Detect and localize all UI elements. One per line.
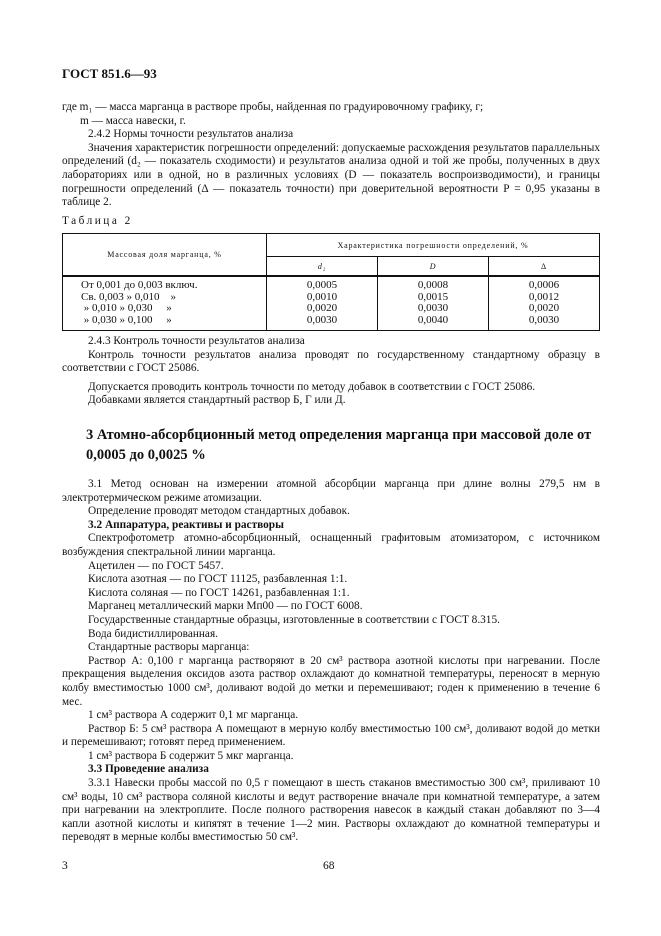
paragraph: Государственные стандартные образцы, изготовленные в соответствии с ГОСТ 8.315. <box>88 613 500 626</box>
top-text <box>62 101 600 228</box>
paragraph: Раствор А: 0,100 г марганца растворяют в 20 см³ раствора азотной кислоты при нагревании. После прекращения выделения оксидов азота раствор охлаждают до комнатной температуры, переносят в мерную колбу вместимостью 1000 см³, доливают водой до метки и перемешивают; годен к применению в течение 6 мес. <box>62 654 600 708</box>
table-body <box>63 276 600 331</box>
table-cell: 0,0020 <box>528 302 560 314</box>
table-cell: » 0,030 » 0,100 » <box>81 313 172 326</box>
col-header-d2: d₂ <box>267 257 378 277</box>
table-cell: 0,0006 <box>528 279 560 291</box>
table-cell: » 0,010 » 0,030 » <box>81 302 172 314</box>
table-cell: 0,0040 <box>417 313 449 326</box>
paragraph: Кислота азотная — по ГОСТ 11125, разбавленная 1:1. <box>88 573 348 586</box>
table-cell: 0,0012 <box>528 290 560 303</box>
paragraph: 2.4.3 Контроль точности результатов анализа <box>88 335 305 347</box>
paragraph: 3.3 Проведение анализа <box>88 763 209 776</box>
col-group-header: Характеристика погрешности определений, % <box>267 234 600 257</box>
table-cell: От 0,001 до 0,003 включ. <box>81 279 198 291</box>
col-header-delta: Δ <box>488 257 599 277</box>
section-heading: 3 Атомно-абсорбционный метод определения марганца при массовой доле от 0,0005 до 0,0025 % <box>86 427 592 463</box>
table-2 <box>62 233 600 331</box>
page-number-center: 68 <box>323 860 335 872</box>
control-text <box>62 335 600 408</box>
col-header-mass-fraction: Массовая доля марганца, % <box>63 234 267 277</box>
paragraph: Значения характеристик погрешности определений: допускаемые расхождения результатов параллельных определений (d₂ — показатель сходимости) и результатов анализа одной и той же пробы, полученных в двух лабораториях или в одной, но в различных условиях (D — показатель воспроизводимости), и границы погрешности определений (Δ — показатель точности) при доверительной вероятности P = 0,95 указаны в таблице 2. <box>62 141 600 209</box>
col-delta <box>488 276 599 331</box>
paragraph: Добавками является стандартный раствор Б, Г или Д. <box>88 394 346 407</box>
paragraph: Таблица 2 <box>62 214 133 227</box>
table-cell: 0,0020 <box>306 302 338 314</box>
paragraph: 3.2 Аппаратура, реактивы и растворы <box>88 518 284 531</box>
paragraph: Определение проводят методом стандартных добавок. <box>88 505 350 518</box>
table-cell: 0,0005 <box>306 279 338 291</box>
table-cell: Св. 0,003 » 0,010 » <box>81 290 177 303</box>
table-cell: 0,0030 <box>528 313 560 326</box>
document-header: ГОСТ 851.6—93 <box>62 66 157 81</box>
paragraph: Спектрофотометр атомно-абсорбционный, оснащенный графитовым атомизатором, с источником возбуждения спектральной линии марганца. <box>62 532 600 558</box>
table-cell: 0,0030 <box>417 302 449 314</box>
paragraph: Раствор Б: 5 см³ раствора А помещают в мерную колбу вместимостью 100 см³, доливают водой до метки и перемешивают; готовят перед применением. <box>62 722 600 749</box>
paragraph: Контроль точности результатов анализа проводят по государственному стандартному образцу в соответствии с ГОСТ 25086. <box>62 348 600 375</box>
table-cell: 0,0010 <box>306 290 338 303</box>
page-number-left: 3 <box>62 860 68 872</box>
col-mass-fraction <box>63 276 267 331</box>
table-cell: 0,0015 <box>417 290 449 303</box>
col-D <box>378 276 489 331</box>
paragraph: 2.4.2 Нормы точности результатов анализа <box>88 128 294 141</box>
paragraph: 1 см³ раствора А содержит 0,1 мг марганца. <box>88 709 299 722</box>
paragraph: где m₁ — масса марганца в растворе пробы, найденная по градуировочному графику, г; <box>62 101 484 113</box>
paragraph: Марганец металлический марки Мп00 — по ГОСТ 6008. <box>88 600 363 613</box>
body-text <box>62 478 600 845</box>
paragraph: m — масса навески, г. <box>80 114 186 127</box>
paragraph: 1 см³ раствора Б содержит 5 мкг марганца. <box>88 749 294 762</box>
col-d2 <box>267 276 378 331</box>
paragraph: 3.3.1 Навески пробы массой по 0,5 г помещают в шесть стаканов вместимостью 300 см³, приливают 10 см³ воды, 10 см³ раствора соляной кислоты и ведут растворение вначале при комнатной температуре, а затем при нагревании на электроплите. После полного растворения навесок в каждый стакан добавляют по 3—4 капли азотной кислоты и кипятят в течение 1—2 мин. Растворы охлаждают до комнатной температуры и переводят в мерные колбы вместимостью 50 см³. <box>62 777 600 844</box>
paragraph: Ацетилен — по ГОСТ 5457. <box>88 559 224 572</box>
table-cell: 0,0008 <box>417 279 449 291</box>
table-cell: 0,0030 <box>306 313 338 326</box>
paragraph: Вода бидистиллированная. <box>88 627 218 640</box>
paragraph: Стандартные растворы марганца: <box>88 641 250 654</box>
paragraph: 3.1 Метод основан на измерении атомной абсорбции марганца при длине волны 279,5 нм в электротермическом режиме атомизации. <box>62 478 600 504</box>
paragraph: Допускается проводить контроль точности по методу добавок в соответствии с ГОСТ 25086. <box>88 380 536 393</box>
col-header-D: D <box>378 257 489 277</box>
paragraph: Кислота соляная — по ГОСТ 14261, разбавленная 1:1. <box>88 586 350 599</box>
